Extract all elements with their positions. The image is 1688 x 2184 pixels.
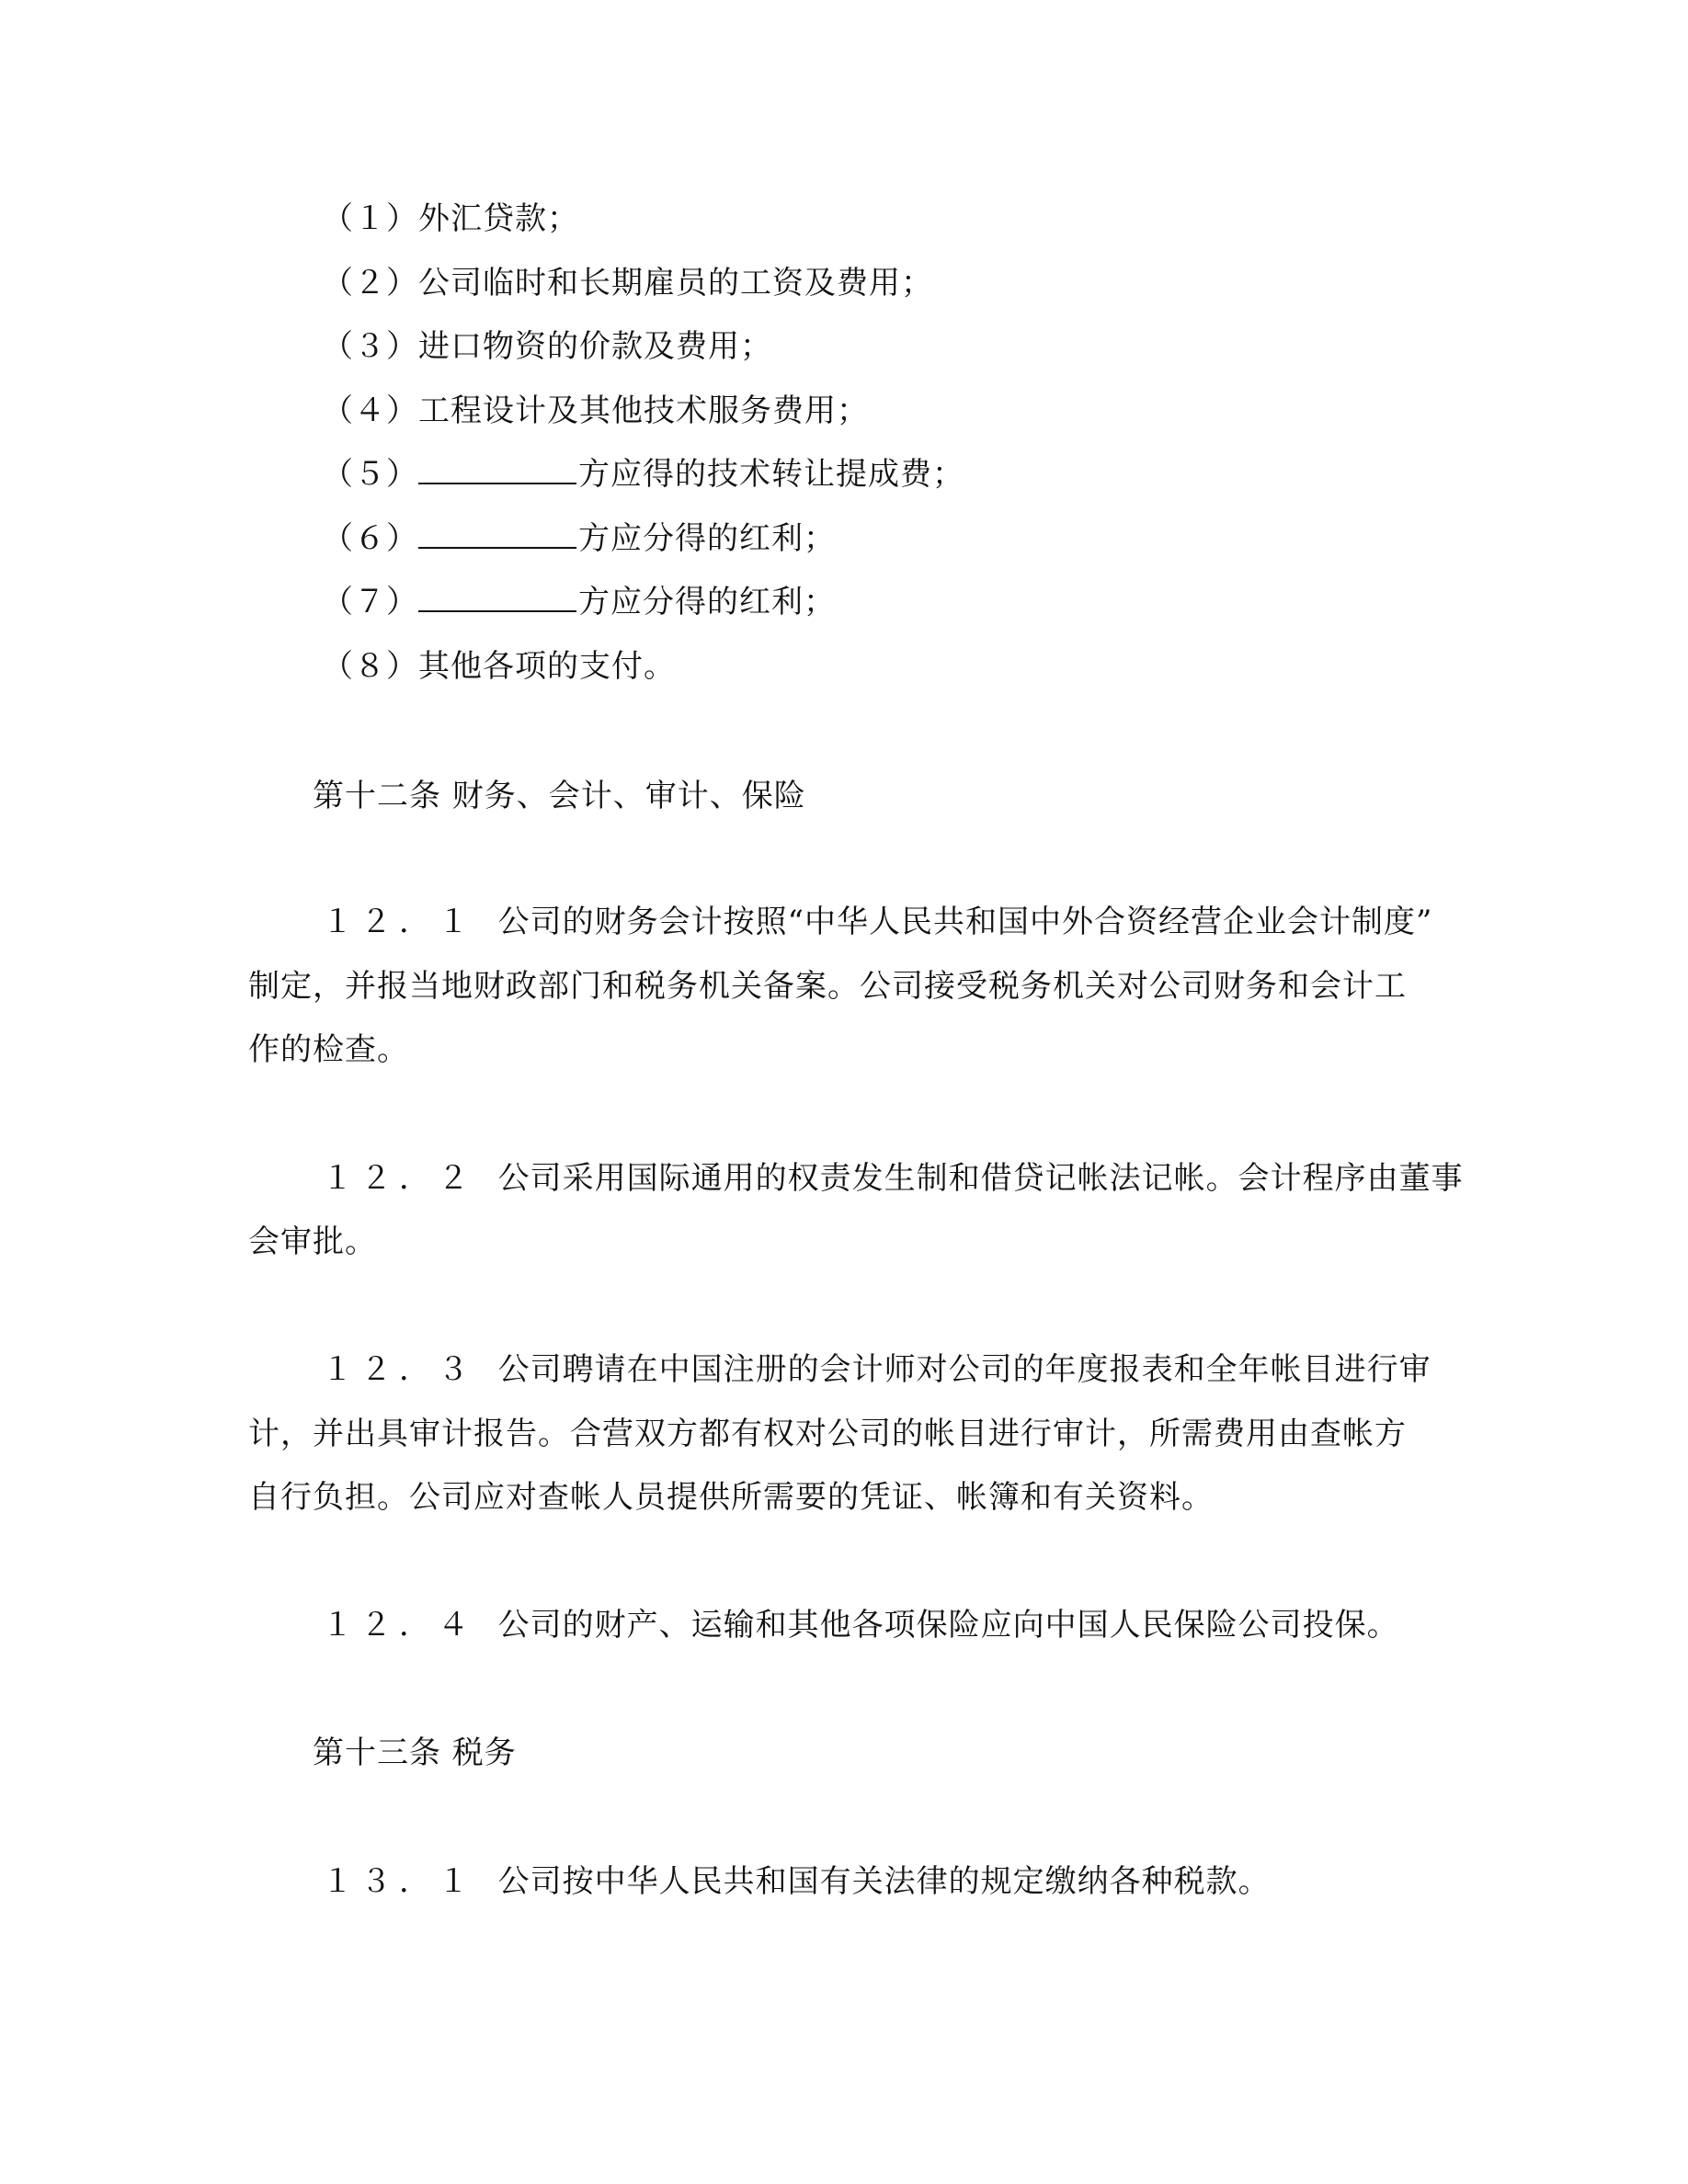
fill-in-blank[interactable]: [418, 519, 576, 549]
list-item-number: （３）: [322, 328, 418, 365]
article-13-heading: 第十三条 税务: [313, 1735, 517, 1771]
list-item: [322, 453, 964, 495]
list-item: [322, 198, 579, 240]
clause-text: 公司按中华人民共和国有关法律的规定缴纳各种税款。: [497, 1863, 1271, 1900]
list-item-text: 方应分得的红利；: [578, 520, 836, 557]
clause-number: １２．３: [322, 1351, 476, 1388]
clause-number: １２．２: [322, 1160, 476, 1197]
list-item-text: 其他各项的支付。: [418, 648, 676, 685]
list-item: [322, 262, 933, 304]
list-item-number: （５）: [322, 456, 418, 493]
list-item-text: 公司临时和长期雇员的工资及费用；: [418, 265, 933, 301]
list-item-text: 工程设计及其他技术服务费用；: [418, 392, 869, 429]
clause-text: 公司聘请在中国注册的会计师对公司的年度报表和全年帐目进行审: [497, 1351, 1431, 1388]
clause-12-2-line-2: 会审批。: [248, 1223, 377, 1260]
clause-12-4-line-1: [322, 1604, 1399, 1646]
list-item-number: （７）: [322, 584, 418, 620]
list-item: [322, 390, 869, 432]
clause-12-1-line-2: 制定，并报当地财政部门和税务机关备案。公司接受税务机关对公司财务和会计工: [248, 968, 1407, 1005]
clause-text: 公司的财产、运输和其他各项保险应向中国人民保险公司投保。: [497, 1607, 1399, 1644]
clause-12-2-line-1: [322, 1157, 1464, 1200]
list-item-number: （１）: [322, 200, 418, 237]
fill-in-blank[interactable]: [418, 583, 576, 612]
clause-number: １２．４: [322, 1607, 476, 1644]
clause-12-1-line-3: 作的检查。: [248, 1031, 409, 1068]
list-item-number: （２）: [322, 265, 418, 301]
list-item-number: （４）: [322, 392, 418, 429]
list-item: [322, 581, 836, 623]
clause-12-3-line-3: 自行负担。公司应对查帐人员提供所需要的凭证、帐簿和有关资料。: [248, 1479, 1214, 1516]
list-item: [322, 645, 676, 688]
clause-text: 公司的财务会计按照“中华人民共和国中外合资经营企业会计制度”: [497, 904, 1433, 940]
list-item-text: 方应分得的红利；: [578, 584, 836, 620]
clause-number: １３．１: [322, 1863, 476, 1900]
list-item-text: 外汇贷款；: [418, 200, 579, 237]
list-item: [322, 518, 836, 560]
clause-number: １２．１: [322, 904, 476, 940]
article-12-heading: 第十二条 财务、会计、审计、保险: [313, 778, 806, 814]
clause-13-1-line-1: [322, 1860, 1271, 1903]
list-item-number: （６）: [322, 520, 418, 557]
clause-text: 公司采用国际通用的权责发生制和借贷记帐法记帐。会计程序由董事: [497, 1160, 1464, 1197]
clause-12-3-line-1: [322, 1348, 1431, 1391]
list-item-text: 方应得的技术转让提成费；: [578, 456, 964, 493]
list-item: [322, 325, 772, 368]
fill-in-blank[interactable]: [418, 455, 576, 484]
list-item-number: （８）: [322, 648, 418, 685]
list-item-text: 进口物资的价款及费用；: [418, 328, 772, 365]
clause-12-1-line-1: [322, 901, 1432, 943]
clause-12-3-line-2: 计，并出具审计报告。合营双方都有权对公司的帐目进行审计，所需费用由查帐方: [248, 1416, 1407, 1452]
